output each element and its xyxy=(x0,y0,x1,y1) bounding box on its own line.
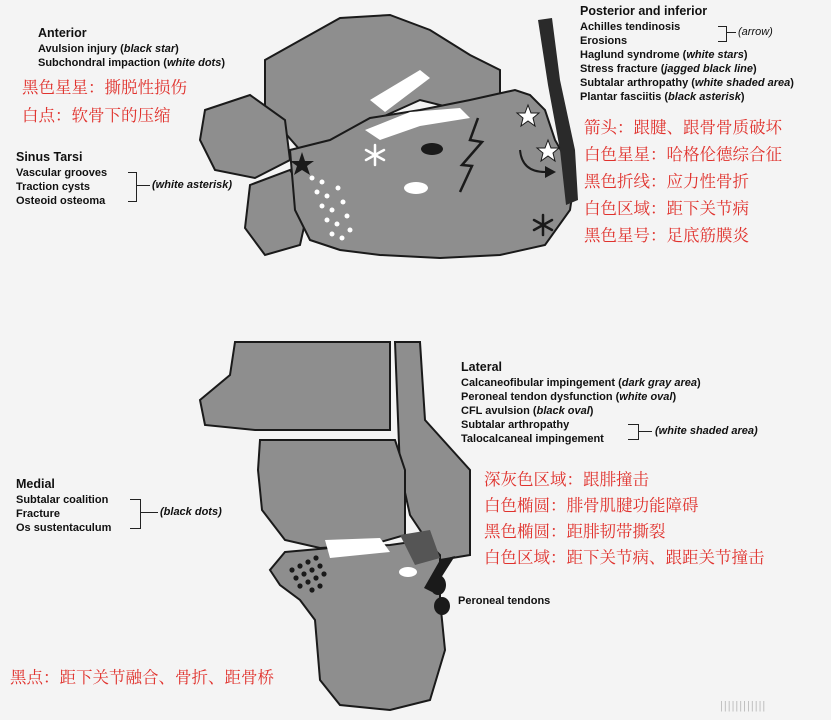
lateral-cn-3: 黑色椭圆：距腓韧带撕裂 xyxy=(484,522,666,541)
fibula xyxy=(395,342,470,560)
posterior-brace-tick xyxy=(726,32,736,33)
anterior-cn-1: 黑色星星：撕脱性损伤 xyxy=(22,78,187,97)
lateral-item-3 xyxy=(461,404,593,418)
posterior-cn-4: 白色区域：距下关节病 xyxy=(584,199,749,218)
lateral-brace xyxy=(628,424,639,440)
posterior-item-4-marker: jagged black line xyxy=(664,63,754,75)
watermark: |||||||||||| xyxy=(720,700,767,712)
sinus-tarsi-item-1: Vascular grooves xyxy=(16,167,108,179)
white-oval-top xyxy=(404,182,428,194)
posterior-item-1: Achilles tendinosis xyxy=(580,21,681,33)
lateral-title: Lateral xyxy=(461,360,502,374)
lateral-brace-tick xyxy=(638,431,652,432)
talus-bottom xyxy=(258,440,405,548)
lateral-item-3-close: ) xyxy=(589,405,594,417)
peroneal-tendons-label: Peroneal tendons xyxy=(458,595,551,607)
posterior-title: Posterior and inferior xyxy=(580,4,708,18)
anterior-item-2-marker: white dots xyxy=(166,57,222,69)
lateral-item-1 xyxy=(461,376,701,390)
medial-title: Medial xyxy=(16,477,55,491)
lateral-item-2-marker: white oval xyxy=(619,391,673,403)
posterior-item-6-text: Plantar fasciitis ( xyxy=(580,91,669,103)
posterior-item-2: Erosions xyxy=(580,35,628,47)
medial-brace-tick xyxy=(140,512,158,513)
white-oval-bottom xyxy=(399,567,417,577)
posterior-item-3-text: Haglund syndrome ( xyxy=(580,49,687,61)
black-oval-top xyxy=(421,143,443,155)
anterior-item-2-text: Subchondral impaction ( xyxy=(38,57,167,69)
calcaneus-bottom xyxy=(270,540,445,710)
anterior-item-1-marker: black star xyxy=(123,43,176,55)
peroneal-tendon-2 xyxy=(434,597,450,615)
lateral-cn-4: 白色区域：距下关节病、跟距关节撞击 xyxy=(484,548,765,567)
medial-item-1: Subtalar coalition xyxy=(16,494,109,506)
sinus-tarsi-item-3: Osteoid osteoma xyxy=(16,195,106,207)
anterior-cn-2: 白点：软骨下的压缩 xyxy=(22,106,171,125)
medial-item-3: Os sustentaculum xyxy=(16,522,112,534)
lateral-cn-1: 深灰色区域：跟腓撞击 xyxy=(484,470,649,489)
medial-item-2: Fracture xyxy=(16,508,61,520)
lateral-item-3-marker: black oval xyxy=(536,405,590,417)
anterior-item-2 xyxy=(38,56,225,70)
posterior-item-6-marker: black asterisk xyxy=(668,91,741,103)
posterior-cn-5: 黑色星号：足底筋膜炎 xyxy=(584,226,749,245)
posterior-item-3 xyxy=(580,48,747,62)
sinus-tarsi-brace xyxy=(128,172,137,202)
lateral-item-5: Talocalcaneal impingement xyxy=(461,433,604,445)
lateral-item-2-close: ) xyxy=(672,391,677,403)
posterior-cn-2: 白色星星：哈格伦德综合征 xyxy=(584,145,782,164)
posterior-cn-1: 箭头：跟腱、跟骨骨质破坏 xyxy=(584,118,782,137)
sinus-tarsi-marker: (white asterisk) xyxy=(152,179,233,191)
posterior-item-4-text: Stress fracture ( xyxy=(580,63,665,75)
posterior-item-5-close: ) xyxy=(790,77,794,89)
lateral-item-3-text: CFL avulsion ( xyxy=(461,405,537,417)
anterior-item-2-close: ) xyxy=(221,57,226,69)
sinus-tarsi-title: Sinus Tarsi xyxy=(16,150,83,164)
lateral-item-2-text: Peroneal tendon dysfunction ( xyxy=(461,391,620,403)
sinus-tarsi-brace-tick xyxy=(136,185,150,186)
posterior-item-4-close: ) xyxy=(753,63,757,75)
medial-marker: (black dots) xyxy=(160,506,222,518)
posterior-bracket-marker: (arrow) xyxy=(738,26,773,38)
posterior-item-4 xyxy=(580,62,757,76)
posterior-brace xyxy=(718,26,727,42)
posterior-item-5-marker: white shaded area xyxy=(694,77,791,89)
anterior-item-1 xyxy=(38,42,179,56)
lateral-item-2 xyxy=(461,390,676,404)
anterior-item-1-text: Avulsion injury ( xyxy=(38,43,124,55)
lateral-cn-2: 白色椭圆：腓骨肌腱功能障碍 xyxy=(484,496,699,515)
lateral-item-4: Subtalar arthropathy xyxy=(461,419,570,431)
posterior-item-3-marker: white stars xyxy=(686,49,744,61)
posterior-item-3-close: ) xyxy=(743,49,748,61)
posterior-item-5-text: Subtalar arthropathy ( xyxy=(580,77,695,89)
anterior-item-1-close: ) xyxy=(175,43,179,55)
lateral-item-1-close: ) xyxy=(696,377,701,389)
medial-cn: 黑点：距下关节融合、骨折、距骨桥 xyxy=(10,668,274,687)
lateral-bracket-marker: (white shaded area) xyxy=(655,425,758,437)
posterior-item-6 xyxy=(580,90,745,104)
posterior-item-5 xyxy=(580,76,794,90)
posterior-item-6-close: ) xyxy=(740,91,745,103)
medial-brace xyxy=(130,499,141,529)
lateral-item-1-text: Calcaneofibular impingement ( xyxy=(461,377,622,389)
posterior-cn-3: 黑色折线：应力性骨折 xyxy=(584,172,749,191)
tibia xyxy=(200,342,390,430)
lateral-item-1-marker: dark gray area xyxy=(621,377,697,389)
anterior-title: Anterior xyxy=(38,26,87,40)
sinus-tarsi-item-2: Traction cysts xyxy=(16,181,90,193)
